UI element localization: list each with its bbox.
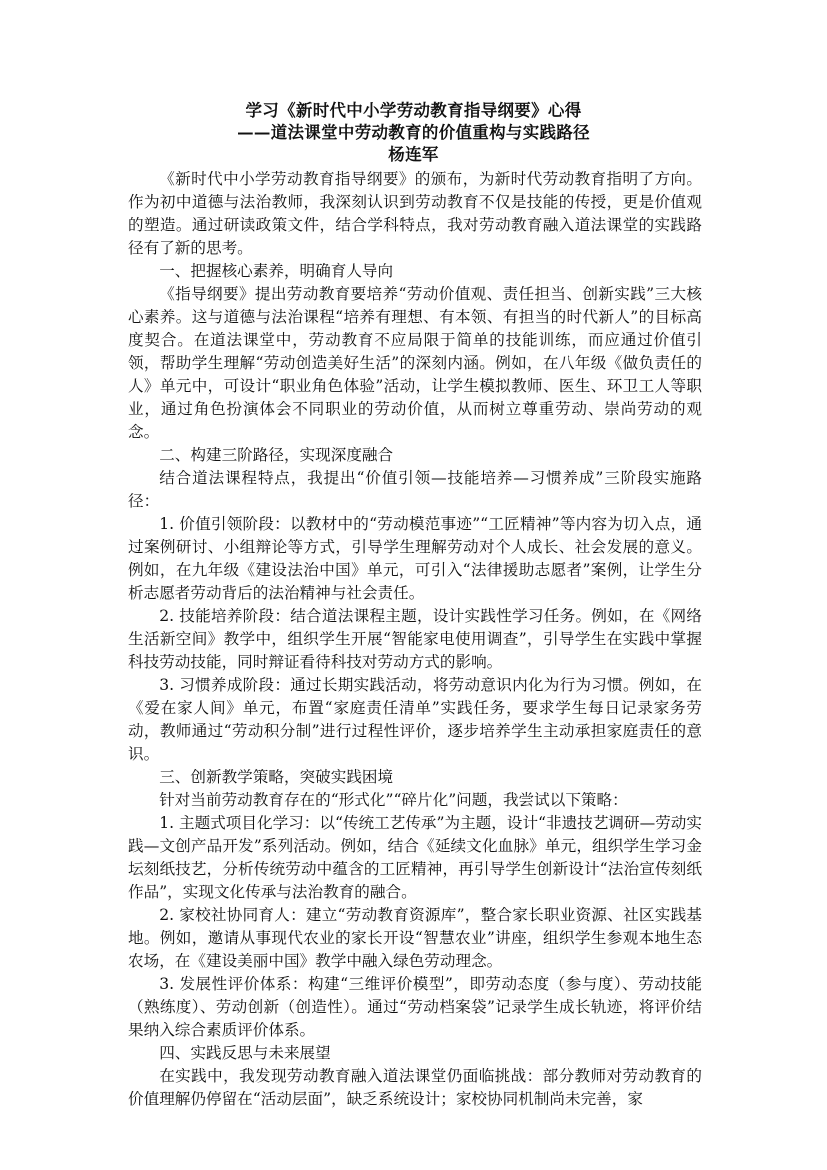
body-paragraph: 结合道法课程特点，我提出“价值引领—技能培养—习惯养成”三阶段实施路径： [128, 469, 702, 510]
list-paragraph: 2. 技能培养阶段：结合道法课程主题，设计实践性学习任务。例如，在《网络生活新空间》教学中，组织学生开展“智能家电使用调查”，引导学生在实践中掌握科技劳动技能，同时辩证看待科技对劳动方式的影响。 [128, 607, 702, 671]
section-heading-3: 三、创新教学策略，突破实践困境 [159, 768, 394, 786]
document-body [128, 168, 702, 1111]
document-subtitle: ——道法课堂中劳动教育的价值重构与实践路径 [237, 123, 590, 142]
list-paragraph: 1. 价值引领阶段：以教材中的“劳动模范事迹”“工匠精神”等内容为切入点，通过案例研讨、小组辩论等方式，引导学生理解劳动对个人成长、社会发展的意义。例如，在九年级《建设法治中国》单元，可引入“法律援助志愿者”案例，让学生分析志愿者劳动背后的法治精神与社会责任。 [128, 515, 702, 602]
body-paragraph: 在实践中，我发现劳动教育融入道法课堂仍面临挑战：部分教师对劳动教育的价值理解仍停留在“活动层面”，缺乏系统设计；家校协同机制尚未完善，家 [128, 1067, 702, 1108]
intro-paragraph: 《新时代中小学劳动教育指导纲要》的颁布，为新时代劳动教育指明了方向。作为初中道德与法治教师，我深刻认识到劳动教育不仅是技能的传授，更是价值观的塑造。通过研读政策文件，结合学科特点，我对劳动教育融入道法课堂的实践路径有了新的思考。 [128, 170, 702, 257]
body-paragraph: 《指导纲要》提出劳动教育要培养“劳动价值观、责任担当、创新实践”三大核心素养。这与道德与法治课程“培养有理想、有本领、有担当的时代新人”的目标高度契合。在道法课堂中，劳动教育不应局限于简单的技能训练，而应通过价值引领，帮助学生理解“劳动创造美好生活”的深刻内涵。例如，在八年级《做负责任的人》单元中，可设计“职业角色体验”活动，让学生模拟教师、医生、环卫工人等职业，通过角色扮演体会不同职业的劳动价值，从而树立尊重劳动、崇尚劳动的观念。 [128, 285, 702, 441]
list-paragraph: 3. 发展性评价体系：构建“三维评价模型”，即劳动态度（参与度）、劳动技能（熟练度）、劳动创新（创造性）。通过“劳动档案袋”记录学生成长轨迹，将评价结果纳入综合素质评价体系。 [128, 975, 702, 1039]
list-paragraph: 1. 主题式项目化学习：以“传统工艺传承”为主题，设计“非遗技艺调研—劳动实践—文创产品开发”系列活动。例如，结合《延续文化血脉》单元，组织学生学习金坛刻纸技艺，分析传统劳动中蕴含的工匠精神，再引导学生创新设计“法治宣传刻纸作品”，实现文化传承与法治教育的融合。 [128, 814, 702, 901]
section-heading-1: 一、把握核心素养，明确育人导向 [159, 262, 394, 280]
section-heading-4: 四、实践反思与未来展望 [159, 1044, 331, 1062]
list-paragraph: 2. 家校社协同育人：建立“劳动教育资源库”，整合家长职业资源、社区实践基地。例如，邀请从事现代农业的家长开设“智慧农业”讲座，组织学生参观本地生态农场，在《建设美丽中国》教学中融入绿色劳动理念。 [128, 906, 702, 970]
document-author: 杨连军 [388, 145, 439, 164]
document-title: 学习《新时代中小学劳动教育指导纲要》心得 [245, 101, 582, 120]
list-paragraph: 3. 习惯养成阶段：通过长期实践活动，将劳动意识内化为行为习惯。例如，在《爱在家人间》单元，布置“家庭责任清单”实践任务，要求学生每日记录家务劳动，教师通过“劳动积分制”进行过程性评价，逐步培养学生主动承担家庭责任的意识。 [128, 676, 702, 763]
body-paragraph: 针对当前劳动教育存在的“形式化”“碎片化”问题，我尝试以下策略： [159, 791, 628, 809]
section-heading-2: 二、构建三阶路径，实现深度融合 [159, 446, 394, 464]
